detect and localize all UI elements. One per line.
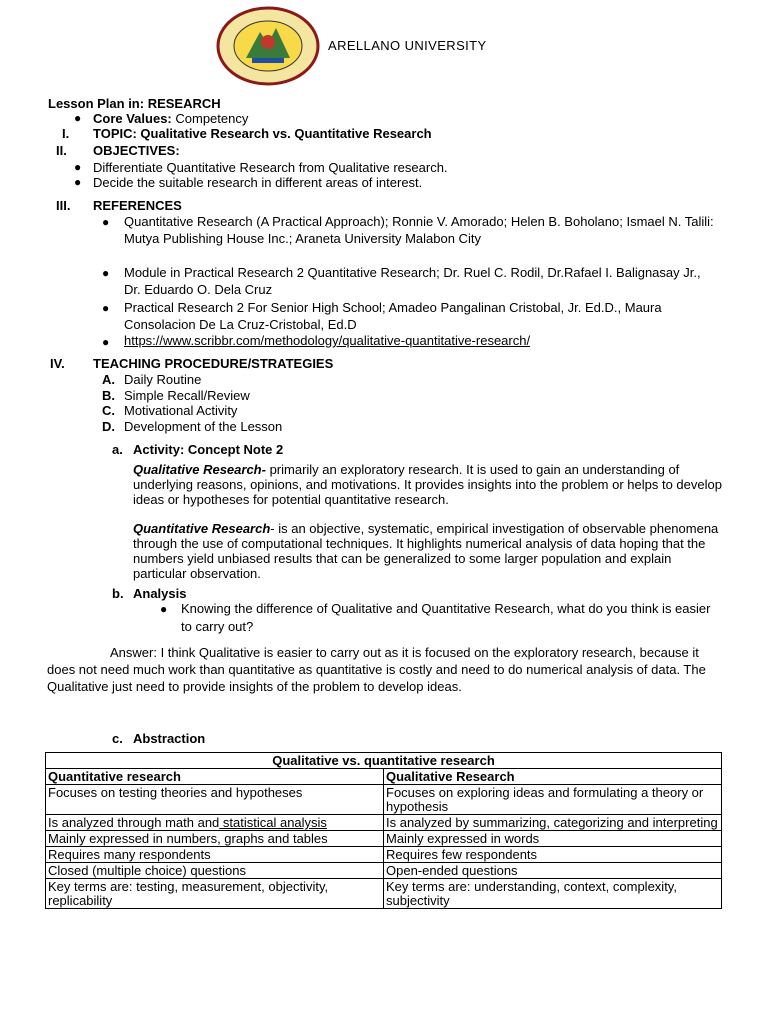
step-letter: B. (102, 388, 115, 403)
step-letter: D. (102, 419, 115, 434)
table-header-row (46, 769, 722, 785)
table-cell: Mainly expressed in words (384, 831, 722, 847)
objective-item: Differentiate Quantitative Research from Qualitative research. (93, 160, 448, 175)
lesson-plan-line: Lesson Plan in: RESEARCH (48, 96, 221, 111)
analysis-question: Knowing the difference of Qualitative and Quantitative Research, what do you think is easier to carry out? (181, 601, 711, 634)
step-item: Motivational Activity (124, 403, 238, 418)
statistical-analysis-link[interactable]: statistical analysis (219, 815, 327, 830)
section-numeral: II. (56, 143, 67, 158)
comparison-table (45, 752, 722, 909)
table-cell: Open-ended questions (384, 863, 722, 879)
reference-item: Practical Research 2 For Senior High School; Amadeo Pangalinan Cristobal, Jr. Ed.D., Maura Consolacion De La Cruz-Cristobal, Ed.D (124, 300, 662, 332)
bullet: ● (74, 175, 82, 189)
university-seal (216, 6, 320, 86)
references-heading: REFERENCES (93, 198, 182, 213)
reference-link[interactable]: https://www.scribbr.com/methodology/qualitative-quantitative-research/ (124, 333, 531, 348)
column-header: Quantitative research (46, 769, 384, 785)
activity-heading: Activity: Concept Note 2 (133, 442, 284, 457)
table-cell: Closed (multiple choice) questions (46, 863, 384, 879)
analysis-answer: Answer: I think Qualitative is easier to carry out as it is focused on the exploratory research, because it does not need much work than quantitative as quantitative is costly and need to do numerical analysis of data. The Qualitative just need to provide insights of the problem to develop ideas. (47, 645, 706, 694)
bullet: ● (102, 266, 110, 280)
bullet: ● (102, 335, 110, 349)
step-letter: C. (102, 403, 115, 418)
step-item: Development of the Lesson (124, 419, 283, 434)
table-cell: Key terms are: testing, measurement, objectivity, replicability (46, 879, 384, 909)
reference-item: Module in Practical Research 2 Quantitative Research; Dr. Ruel C. Rodil, Dr.Rafael I. Balignasay Jr., Dr. Eduardo O. Dela Cruz (124, 265, 701, 297)
bullet: ● (74, 111, 82, 125)
table-title: Qualitative vs. quantitative research (46, 753, 722, 769)
table-cell: Requires few respondents (384, 847, 722, 863)
table-row (46, 815, 722, 831)
step-letter: A. (102, 372, 115, 387)
section-numeral: IV. (50, 356, 65, 371)
analysis-heading: Analysis (133, 586, 187, 601)
table-row (46, 831, 722, 847)
qualitative-definition: Qualitative Research- primarily an exploratory research. It is used to gain an understanding of underlying reasons, opinions, and motivations. It provides insights into the problem or helps to develop ideas or hypotheses for potential quantitative research. (133, 462, 722, 507)
table-cell: Is analyzed through math and statistical analysis (46, 815, 384, 831)
bullet: ● (160, 602, 168, 616)
table-cell: Key terms are: understanding, context, complexity, subjectivity (384, 879, 722, 909)
section-numeral: III. (56, 198, 71, 213)
table-row (46, 785, 722, 815)
bullet: ● (74, 160, 82, 174)
abstraction-heading: Abstraction (133, 731, 206, 746)
university-name: ARELLANO UNIVERSITY (328, 38, 487, 53)
table-title-row (46, 753, 722, 769)
core-values: Core Values: Competency (93, 111, 249, 126)
objectives-heading: OBJECTIVES: (93, 143, 180, 158)
bullet: ● (102, 215, 110, 229)
table-cell: Is analyzed by summarizing, categorizing and interpreting (384, 815, 722, 831)
sub-letter: a. (112, 442, 123, 457)
procedure-heading: TEACHING PROCEDURE/STRATEGIES (93, 356, 334, 371)
sub-letter: c. (112, 731, 123, 746)
column-header: Qualitative Research (384, 769, 722, 785)
table-cell: Focuses on exploring ideas and formulating a theory or hypothesis (384, 785, 722, 815)
section-numeral: I. (62, 126, 70, 141)
table-row (46, 863, 722, 879)
table-cell: Mainly expressed in numbers, graphs and tables (46, 831, 384, 847)
step-item: Simple Recall/Review (124, 388, 250, 403)
topic-heading: TOPIC: Qualitative Research vs. Quantitative Research (93, 126, 432, 141)
objective-item: Decide the suitable research in different areas of interest. (93, 175, 423, 190)
table-row (46, 847, 722, 863)
sub-letter: b. (112, 586, 124, 601)
table-cell: Requires many respondents (46, 847, 384, 863)
table-cell: Focuses on testing theories and hypotheses (46, 785, 384, 815)
quantitative-definition: Quantitative Research- is an objective, systematic, empirical investigation of observable phenomena through the use of computational techniques. It highlights numerical analysis of data hoping that the numbers yield unbiased results that can be generalized to some larger population and explain particular observation. (133, 521, 719, 581)
bullet: ● (102, 301, 110, 315)
step-item: Daily Routine (124, 372, 202, 387)
table-row (46, 879, 722, 909)
reference-item: Quantitative Research (A Practical Approach); Ronnie V. Amorado; Helen B. Boholano; Ismael N. Talili: Mutya Publishing House Inc.; Araneta University Malabon City (124, 214, 714, 246)
